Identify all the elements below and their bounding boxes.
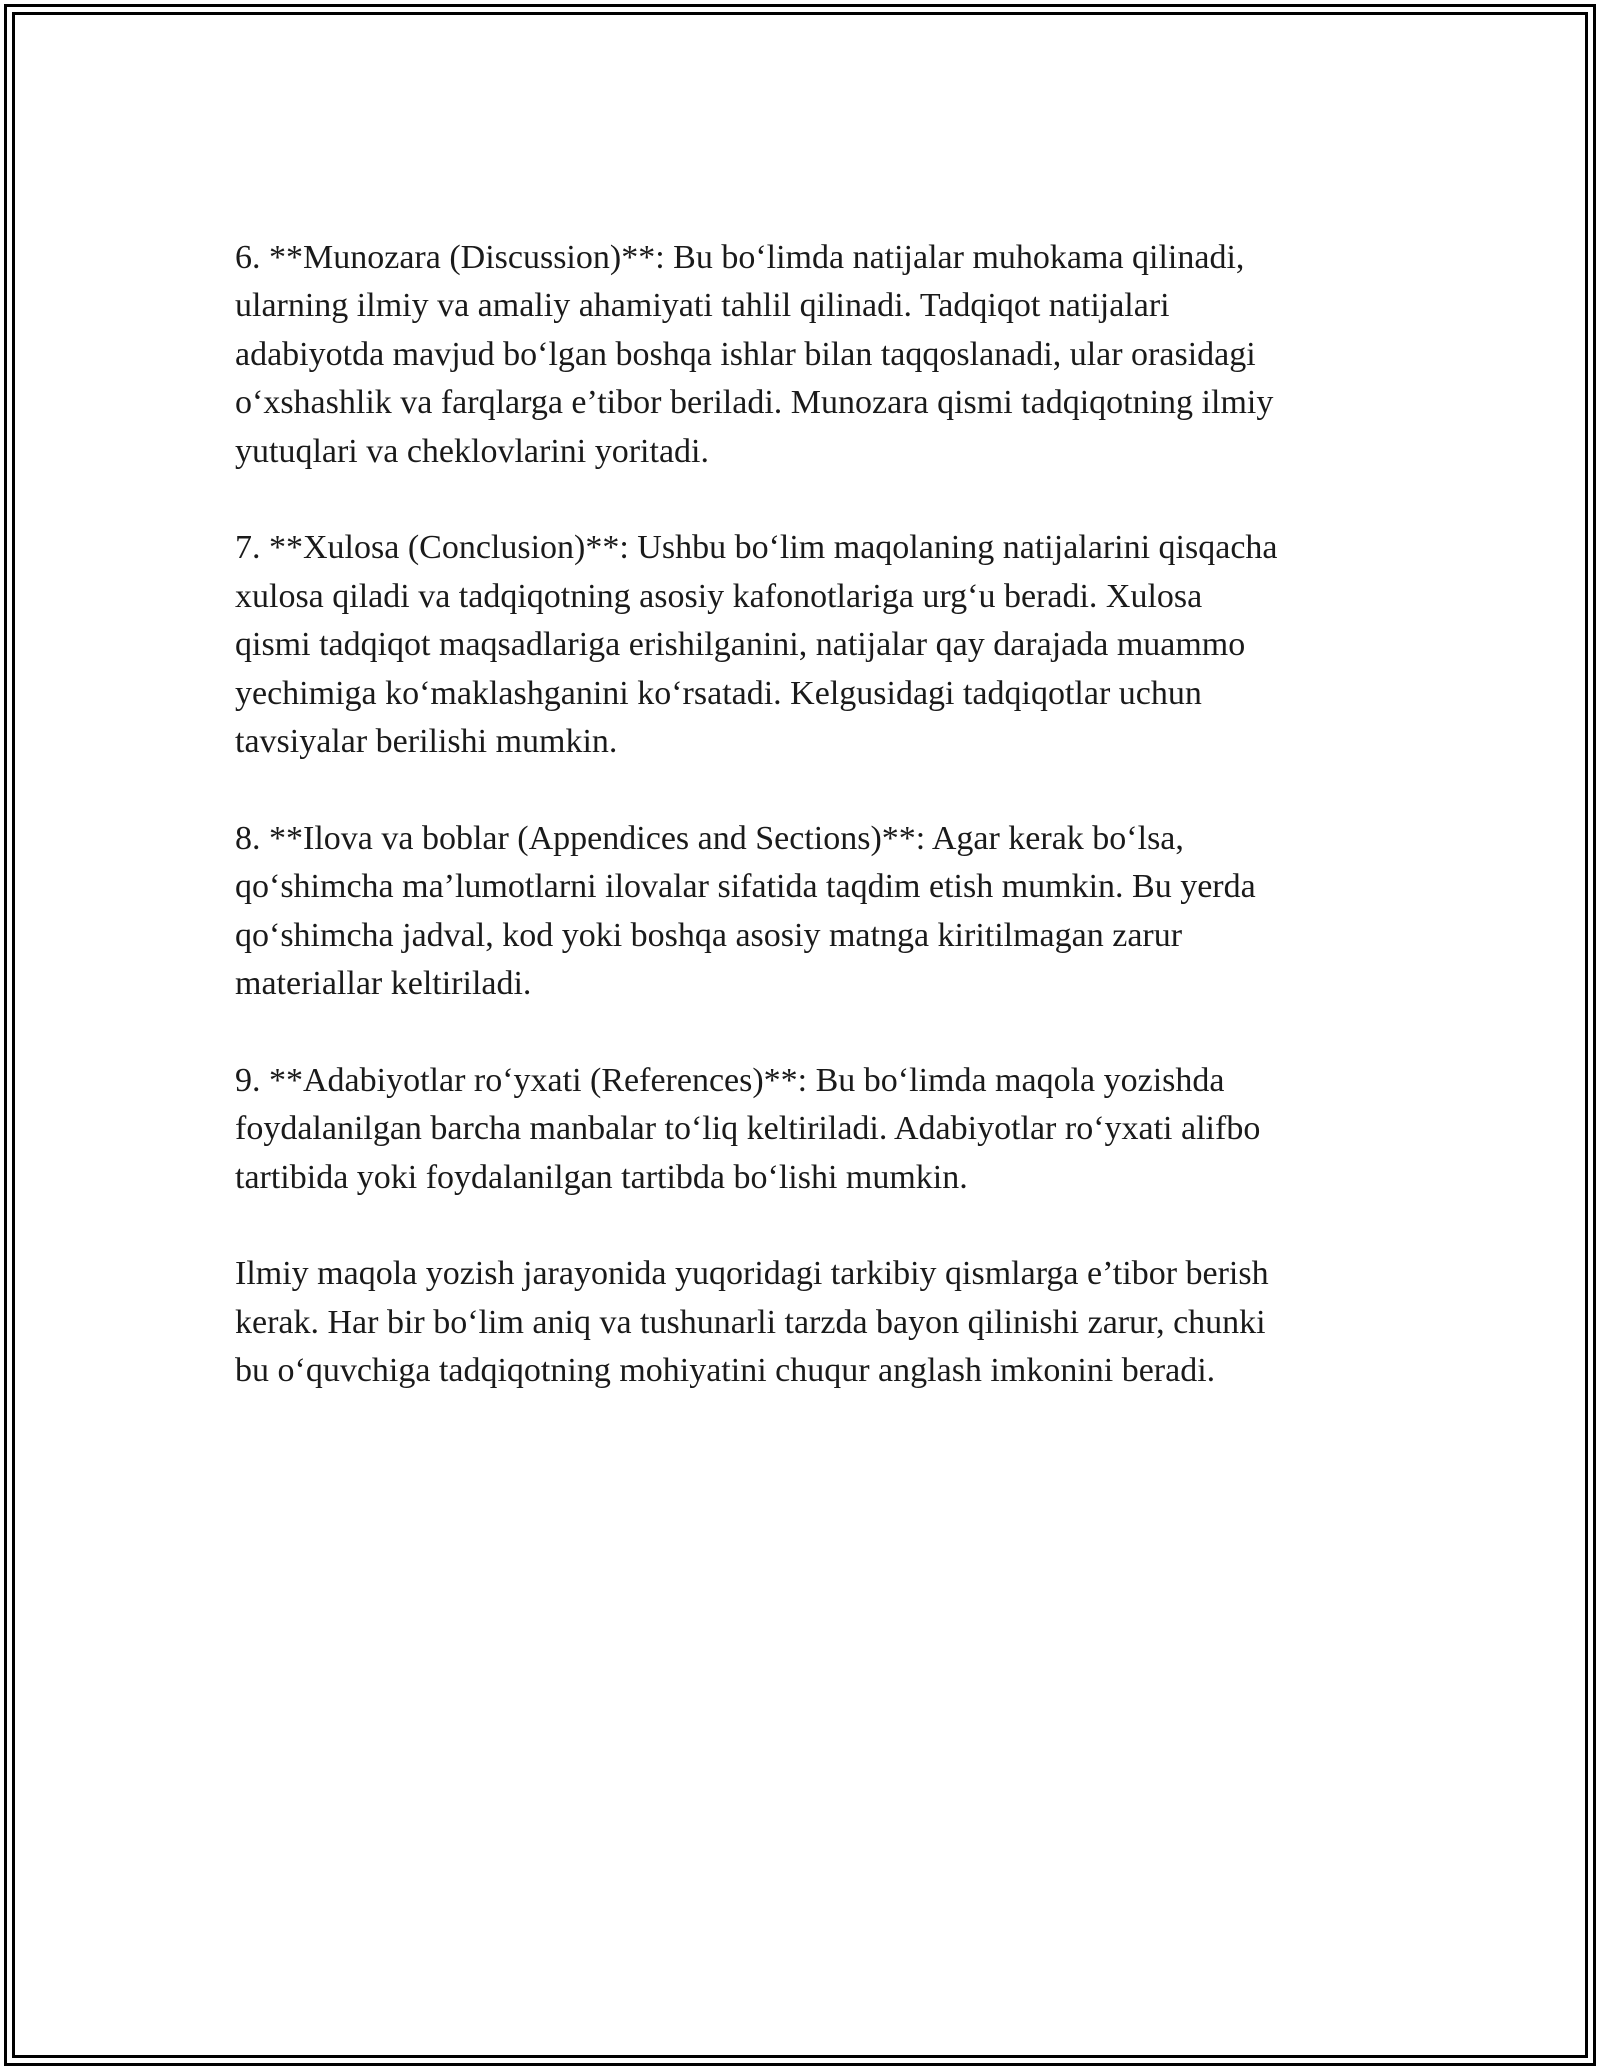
paragraph-conclusion: 7. **Xulosa (Conclusion)**: Ushbu bo‘lim maqolaning natijalarini qisqacha xulosa qiladi va tadqiqotning asosiy kafonotlariga urg‘u beradi. Xulosa qismi tadqiqot maqsadlariga erishilganini, natijalar qay darajada muammo yechimiga ko‘maklashganini ko‘rsatadi. Kelgusidagi tadqiqotlar uchun tavsiyalar berilishi mumkin. xyxy=(235,529,1278,761)
paragraph-closing: Ilmiy maqola yozish jarayonida yuqoridagi tarkibiy qismlarga e’tibor berish kerak. Har bir bo‘lim aniq va tushunarli tarzda bayon qilinishi zarur, chunki bu o‘quvchiga tadqiqotning mohiyatini chuqur anglash imkonini beradi. xyxy=(235,1255,1269,1390)
paragraph-discussion: 6. **Munozara (Discussion)**: Bu bo‘limda natijalar muhokama qilinadi, ularning ilmiy va amaliy ahamiyati tahlil qilinadi. Tadqiqot natijalari adabiyotda mavjud bo‘lgan boshqa ishlar bilan taqqoslanadi, ular orasidagi o‘xshashlik va farqlarga e’tibor beriladi. Munozara qismi tadqiqotning ilmiy yutuqlari va cheklovlarini yoritadi. xyxy=(235,239,1274,470)
paragraph-references: 9. **Adabiyotlar ro‘yxati (References)**: Bu bo‘limda maqola yozishda foydalanilgan barcha manbalar to‘liq keltiriladi. Adabiyotlar ro‘yxati alifbo tartibida yoki foydalanilgan tartibda bo‘lishi mumkin. xyxy=(235,1061,1261,1196)
document-body xyxy=(235,234,1385,1444)
paragraph-appendices: 8. **Ilova va boblar (Appendices and Sections)**: Agar kerak bo‘lsa, qo‘shimcha ma’lumotlarni ilovalar sifatida taqdim etish mumkin. Bu yerda qo‘shimcha jadval, kod yoki boshqa asosiy matnga kiritilmagan zarur materiallar keltiriladi. xyxy=(235,819,1256,1003)
